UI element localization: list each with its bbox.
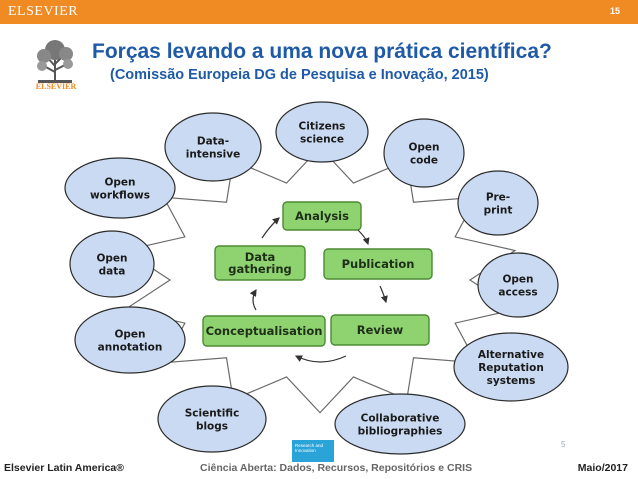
slide-subtitle: (Comissão Europeia DG de Pesquisa e Inovação, 2015) <box>110 67 489 83</box>
force-label: Open <box>502 273 534 286</box>
force-citizens-science <box>276 102 368 162</box>
force-label: Reputation <box>478 362 544 374</box>
force-pre-print <box>458 171 538 235</box>
force-label: Open <box>114 328 146 341</box>
step-label: Conceptualisation <box>205 324 323 338</box>
force-alternative-reputation-systems <box>454 333 568 401</box>
force-label: Open <box>96 252 128 265</box>
research-innovation-badge: Research and Innovation <box>292 440 334 462</box>
force-label: Scientific <box>184 407 240 420</box>
force-label: intensive <box>185 148 241 161</box>
footer <box>0 455 638 479</box>
force-label: Open <box>408 141 440 154</box>
step-conceptualisation <box>203 316 325 346</box>
force-scientific-blogs <box>158 386 266 452</box>
step-label: Analysis <box>295 209 349 223</box>
step-label: Data <box>244 250 276 264</box>
force-label: workflows <box>89 189 151 202</box>
step-data-gathering <box>215 246 305 280</box>
step-label: Publication <box>341 257 415 271</box>
force-label: Open <box>104 176 136 189</box>
force-label: access <box>498 286 538 299</box>
footer-right: Maio/2017 <box>577 462 628 474</box>
force-label: systems <box>486 375 536 387</box>
force-label: Alternative <box>477 349 545 361</box>
step-label: gathering <box>228 262 292 276</box>
force-label: Data- <box>196 135 230 148</box>
force-collaborative-bibliographies <box>335 394 465 454</box>
force-label: print <box>483 204 513 217</box>
force-label: annotation <box>97 341 163 354</box>
force-label: data <box>98 265 126 278</box>
force-label: Citizens <box>298 120 346 133</box>
force-label: code <box>409 154 439 167</box>
step-label: Review <box>356 323 404 337</box>
force-label: blogs <box>195 420 229 433</box>
brand-name: ELSEVIER <box>8 4 79 19</box>
footer-left: Elsevier Latin America® <box>4 462 124 474</box>
force-open-workflows <box>65 158 175 218</box>
force-open-access <box>478 253 558 317</box>
step-publication <box>324 249 432 279</box>
logo-wordmark: ELSEVIER <box>35 82 77 91</box>
force-data-intensive <box>165 113 261 181</box>
force-open-data <box>70 231 154 297</box>
force-label: Pre- <box>485 191 511 204</box>
slide-title: Forças levando a uma nova prática científica? <box>92 40 552 63</box>
force-open-annotation <box>75 307 185 373</box>
footer-center: Ciência Aberta: Dados, Recursos, Repositórios e CRIS <box>200 462 473 474</box>
force-label: Collaborative <box>360 412 440 425</box>
step-review <box>331 315 429 345</box>
force-open-code <box>384 119 464 187</box>
slide-number: 5 <box>561 440 566 449</box>
step-analysis <box>283 202 361 230</box>
force-label: science <box>299 133 345 146</box>
force-label: bibliographies <box>357 425 443 438</box>
page-number: 15 <box>609 6 620 16</box>
